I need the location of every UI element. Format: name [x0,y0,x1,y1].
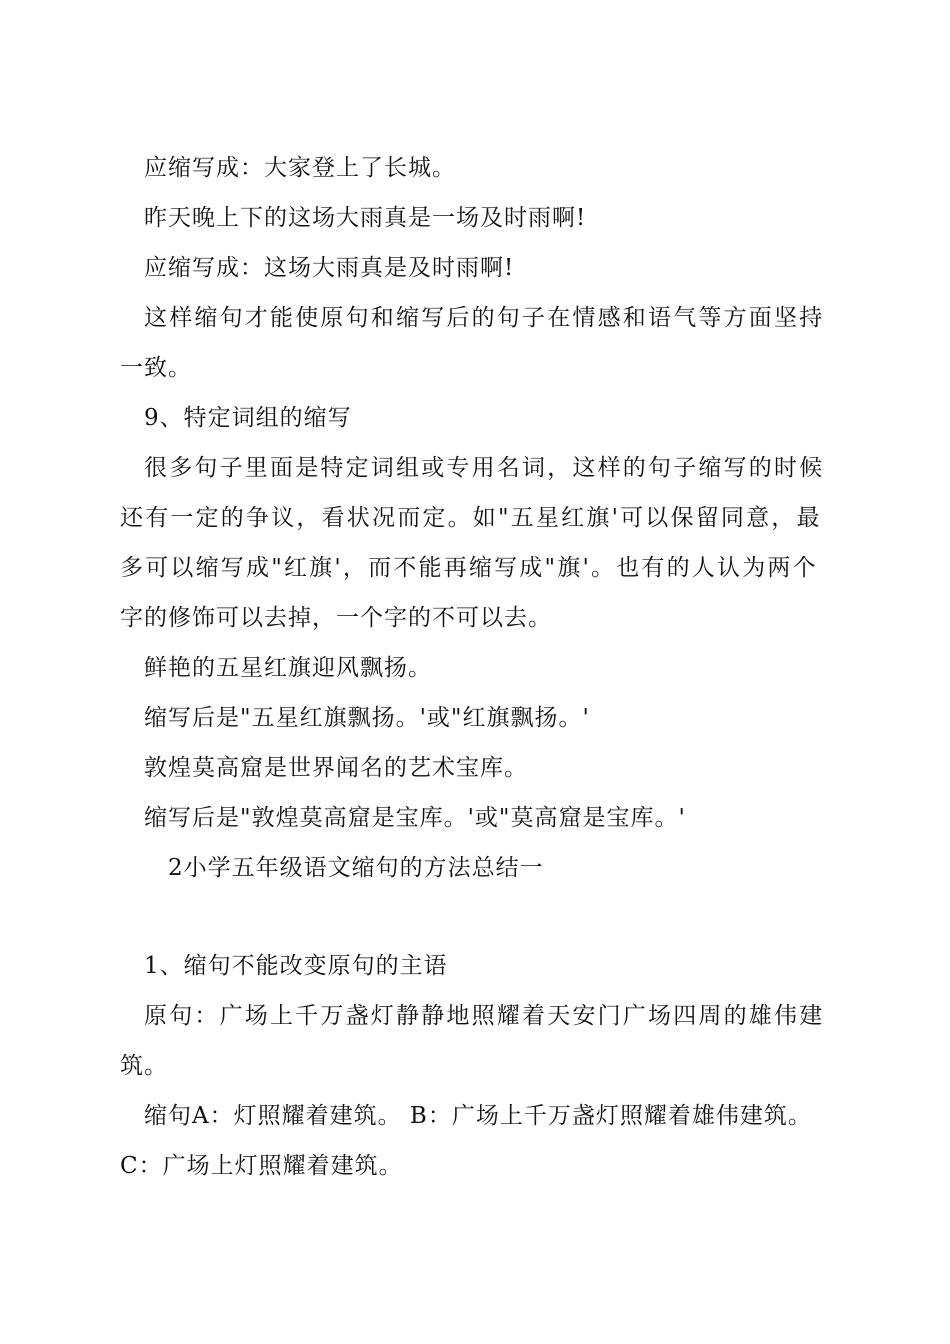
text-line: 这样缩句才能使原句和缩写后的句子在情感和语气等方面坚持 [144,305,825,331]
text-line: 缩写后是"敦煌莫高窟是宝库。'或"莫高窟是宝库。' [144,805,686,831]
text-line: 缩写后是"五星红旗飘扬。'或"红旗飘扬。' [144,705,590,731]
text-line: 字的修饰可以去掉，一个字的不可以去。 [120,605,552,631]
text-line: 筑。 [120,1053,168,1079]
text-line: 还有一定的争议，看状况而定。如"五星红旗'可以保留同意，最 [120,505,822,531]
text-line: 多可以缩写成"红旗'，而不能再缩写成"旗'。也有的人认为两个 [120,555,818,581]
text-line: 应缩写成：这场大雨真是及时雨啊! [144,255,515,281]
section-heading: 9、特定词组的缩写 [144,405,352,431]
section-heading: 1、缩句不能改变原句的主语 [144,953,448,979]
text-line: 敦煌莫高窟是世界闻名的艺术宝库。 [144,755,528,781]
text-line: 很多句子里面是特定词组或专用名词，这样的句子缩写的时候 [144,455,825,481]
section-title: 2小学五年级语文缩句的方法总结一 [168,855,544,881]
text-line: 原句：广场上千万盏灯静静地照耀着天安门广场四周的雄伟建 [144,1003,825,1029]
text-line: 应缩写成：大家登上了长城。 [144,155,456,181]
text-line: 一致。 [120,355,192,381]
text-line: C：广场上灯照耀着建筑。 [120,1153,403,1179]
text-line: 缩句A：灯照耀着建筑。 B：广场上千万盏灯照耀着雄伟建筑。 [144,1103,812,1129]
text-line: 昨天晚上下的这场大雨真是一场及时雨啊! [144,205,587,231]
text-line: 鲜艳的五星红旗迎风飘扬。 [144,655,432,681]
